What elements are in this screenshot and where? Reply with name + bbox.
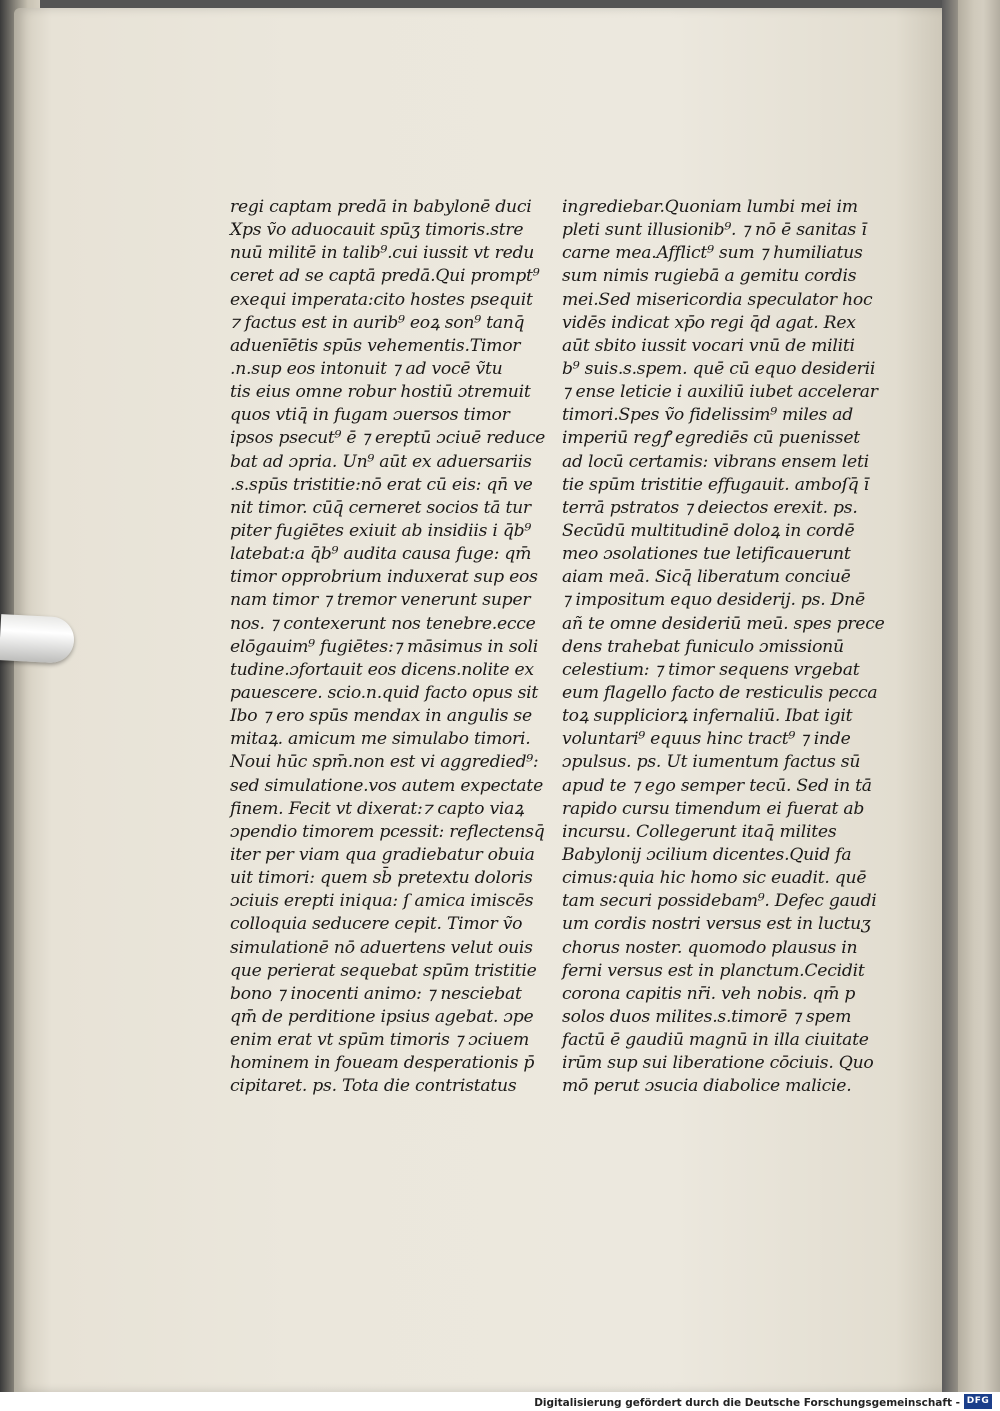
text-line: rapido cursu timendum ei fuerat ab xyxy=(562,798,865,819)
text-line: vidēs indicat xp̄o regi q̄d agat. Rex xyxy=(562,312,856,333)
text-line: corona capitis nr̄i. veh nobis. qm̄ p xyxy=(562,983,856,1004)
text-line: sed simulatione.vos autem expectate xyxy=(230,775,543,796)
text-line: que perierat sequebat spūm tristitie xyxy=(230,960,537,981)
text-line: ⁊ impositum equo desiderij. ps. Dnē xyxy=(562,590,865,611)
text-line: ɔpulsus. ps. Ut iumentum factus sū xyxy=(562,752,861,773)
text-line: ⁊ ense leticie i auxiliū iubet accelerar xyxy=(562,382,878,403)
text-line: ferni versus est in planctum.Cecidit xyxy=(562,960,865,981)
text-line: dens trahebat funiculo ɔmissionū xyxy=(562,636,844,657)
text-line: aiam meā. Sicq̄ liberatum conciuē xyxy=(562,567,851,588)
right-text-column xyxy=(562,196,885,1098)
text-line: ɔciuis erepti iniqua: ſ amica imiscēs xyxy=(230,891,534,912)
text-line: ɔpendio timorem pcessit: reflectensq̄ xyxy=(230,821,545,842)
text-line: solos duos milites.s.timorē ⁊ spem xyxy=(562,1006,852,1027)
text-line: regi captam predā in babylonē duci xyxy=(230,197,532,217)
text-line: uit timori: quem sb̄ pretextu doloris xyxy=(230,868,533,889)
text-line: bat ad ɔpria. Un⁹ aūt ex aduersariis xyxy=(230,451,532,472)
text-line: imperiū regꝭ egrediēs cū puenisset xyxy=(562,428,860,449)
text-line: nuū militē in talib⁹.cui iussit vt redu xyxy=(230,243,535,264)
text-line: voluntari⁹ equus hinc tract⁹ ⁊ inde xyxy=(562,729,851,750)
text-line: elōgauim⁹ fugiētes:⁊ māsimus in soli xyxy=(230,636,538,657)
text-line: .s.spūs tristitie:nō erat cū eis: qn̄ ve xyxy=(230,474,533,495)
text-line: mō perut ɔsucia diabolice malicie. xyxy=(562,1076,852,1097)
text-line: carne mea.Afflict⁹ sum ⁊ humiliatus xyxy=(562,243,863,264)
text-line: ⁊ factus est in aurib⁹ eoꝝ son⁹ tanq̄ xyxy=(230,312,525,333)
text-line: chorus noster. quomodo plausus in xyxy=(562,937,858,958)
text-line: Xps ṽo aduocauit spūʒ timoris.stre xyxy=(230,220,524,241)
facing-page-edge xyxy=(958,0,1000,1392)
text-line: añ te omne desideriū meū. spes prece xyxy=(562,613,885,634)
text-line: iter per viam qua gradiebatur obuia xyxy=(230,844,535,865)
text-line: nam timor ⁊ tremor venerunt super xyxy=(230,590,531,611)
text-line: simulationē nō aduertens velut ouis xyxy=(230,937,533,958)
text-line: tie spūm tristitie effugauit. amboſq̄ ī xyxy=(562,474,869,495)
text-line: pleti sunt illusionib⁹. ⁊ nō ē sanitas ī xyxy=(562,220,867,241)
text-line: factū ē gaudiū magnū in illa ciuitate xyxy=(562,1030,869,1051)
text-line: tis eius omne robur hostiū ɔtremuit xyxy=(230,382,531,403)
footer-credit: Digitalisierung gefördert durch die Deutsche Forschungsgemeinschaft - xyxy=(534,1397,960,1409)
text-line: hominem in foueam desperationis p̄ xyxy=(230,1053,535,1074)
text-line: Babylonij ɔcilium dicentes.Quid fa xyxy=(562,844,852,865)
text-line: tam securi possidebam⁹. Defec gaudi xyxy=(562,891,877,912)
text-line: eum flagello facto de resticulis pecca xyxy=(562,682,878,703)
text-line: quos vtiq̄ in fugam ɔuersos timor xyxy=(230,405,510,426)
text-line: qm̄ de perditione ipsius agebat. ɔpe xyxy=(230,1006,534,1027)
text-line: timori.Spes ṽo fidelissim⁹ miles ad xyxy=(562,405,854,426)
text-line: incursu. Collegerunt itaq̄ milites xyxy=(562,821,837,842)
text-line: cipitaret. ps. Tota die contristatus xyxy=(230,1076,517,1097)
text-line: ipsos psecut⁹ ē ⁊ ereptū ɔciuē reduce xyxy=(230,428,546,449)
text-line: timor opprobrium induxerat sup eos xyxy=(230,567,538,588)
text-line: mei.Sed misericordia speculator hoc xyxy=(562,289,873,310)
text-line: aduenīētis spūs vehementis.Timor xyxy=(230,335,521,356)
text-line: aūt sbito iussit vocari vnū de militi xyxy=(562,335,855,356)
text-line: .n.sup eos intonuit ⁊ ad vocē ṽtu xyxy=(230,358,503,379)
text-line: bono ⁊ inocenti animo: ⁊ nesciebat xyxy=(230,983,522,1004)
text-line: tudine.ɔfortauit eos dicens.nolite ex xyxy=(230,659,534,680)
left-text-column xyxy=(230,196,546,1098)
text-line: ad locū certamis: vibrans ensem leti xyxy=(562,451,869,472)
text-line: latebat:a q̄b⁹ audita causa fuge: qm̄ xyxy=(230,544,532,565)
text-line: Secūdū multitudinē doloꝝ in cordē xyxy=(562,520,855,541)
text-line: um cordis nostri versus est in luctuʒ xyxy=(562,914,871,935)
dfg-logo-icon: DFG xyxy=(964,1394,992,1409)
text-line: mitaꝝ. amicum me simulabo timori. xyxy=(230,729,531,750)
text-line: finem. Fecit vt dixerat:⁊ capto viaꝝ xyxy=(230,798,524,819)
text-line: nos. ⁊ contexerunt nos tenebre.ecce xyxy=(230,613,536,634)
text-line: cimus:quia hic homo sic euadit. quē xyxy=(562,868,867,889)
text-line: nit timor. cūq̄ cerneret socios tā tur xyxy=(230,497,531,518)
text-line: terrā pstratos ⁊ deiectos erexit. ps. xyxy=(562,497,858,518)
bookmark-strip xyxy=(0,614,75,664)
text-line: exequi imperata:cito hostes psequit xyxy=(230,289,533,310)
text-line: meo ɔsolationes tue letificauerunt xyxy=(562,544,851,565)
text-line: sum nimis rugiebā a gemitu cordis xyxy=(562,266,857,287)
text-line: apud te ⁊ ego semper tecū. Sed in tā xyxy=(562,775,872,796)
text-line: piter fugiētes exiuit ab insidiis i q̄b⁹ xyxy=(230,520,532,541)
text-line: ingrediebar.Quoniam lumbi mei im xyxy=(562,197,858,217)
text-line: irūm sup sui liberatione cōciuis. Quo xyxy=(562,1053,874,1074)
text-line: enim erat vt spūm timoris ⁊ ɔciuem xyxy=(230,1030,530,1051)
text-line: celestium: ⁊ timor sequens vrgebat xyxy=(562,659,860,680)
text-line: toꝝ suppliciorꝝ infernaliū. Ibat igit xyxy=(562,706,853,727)
text-line: Noui hūc spm̄.non est vi aggredied⁹: xyxy=(230,752,539,773)
text-line: Ibo ⁊ ero spūs mendax in angulis se xyxy=(230,706,532,727)
text-line: colloquia seducere cepit. Timor ṽo xyxy=(230,914,523,935)
text-line: ceret ad se captā predā.Qui prompt⁹ xyxy=(230,266,540,287)
text-line: b⁹ suis.s.spem. quē cū equo desiderii xyxy=(562,358,876,379)
text-line: pauescere. scio.n.quid facto opus sit xyxy=(230,682,539,703)
